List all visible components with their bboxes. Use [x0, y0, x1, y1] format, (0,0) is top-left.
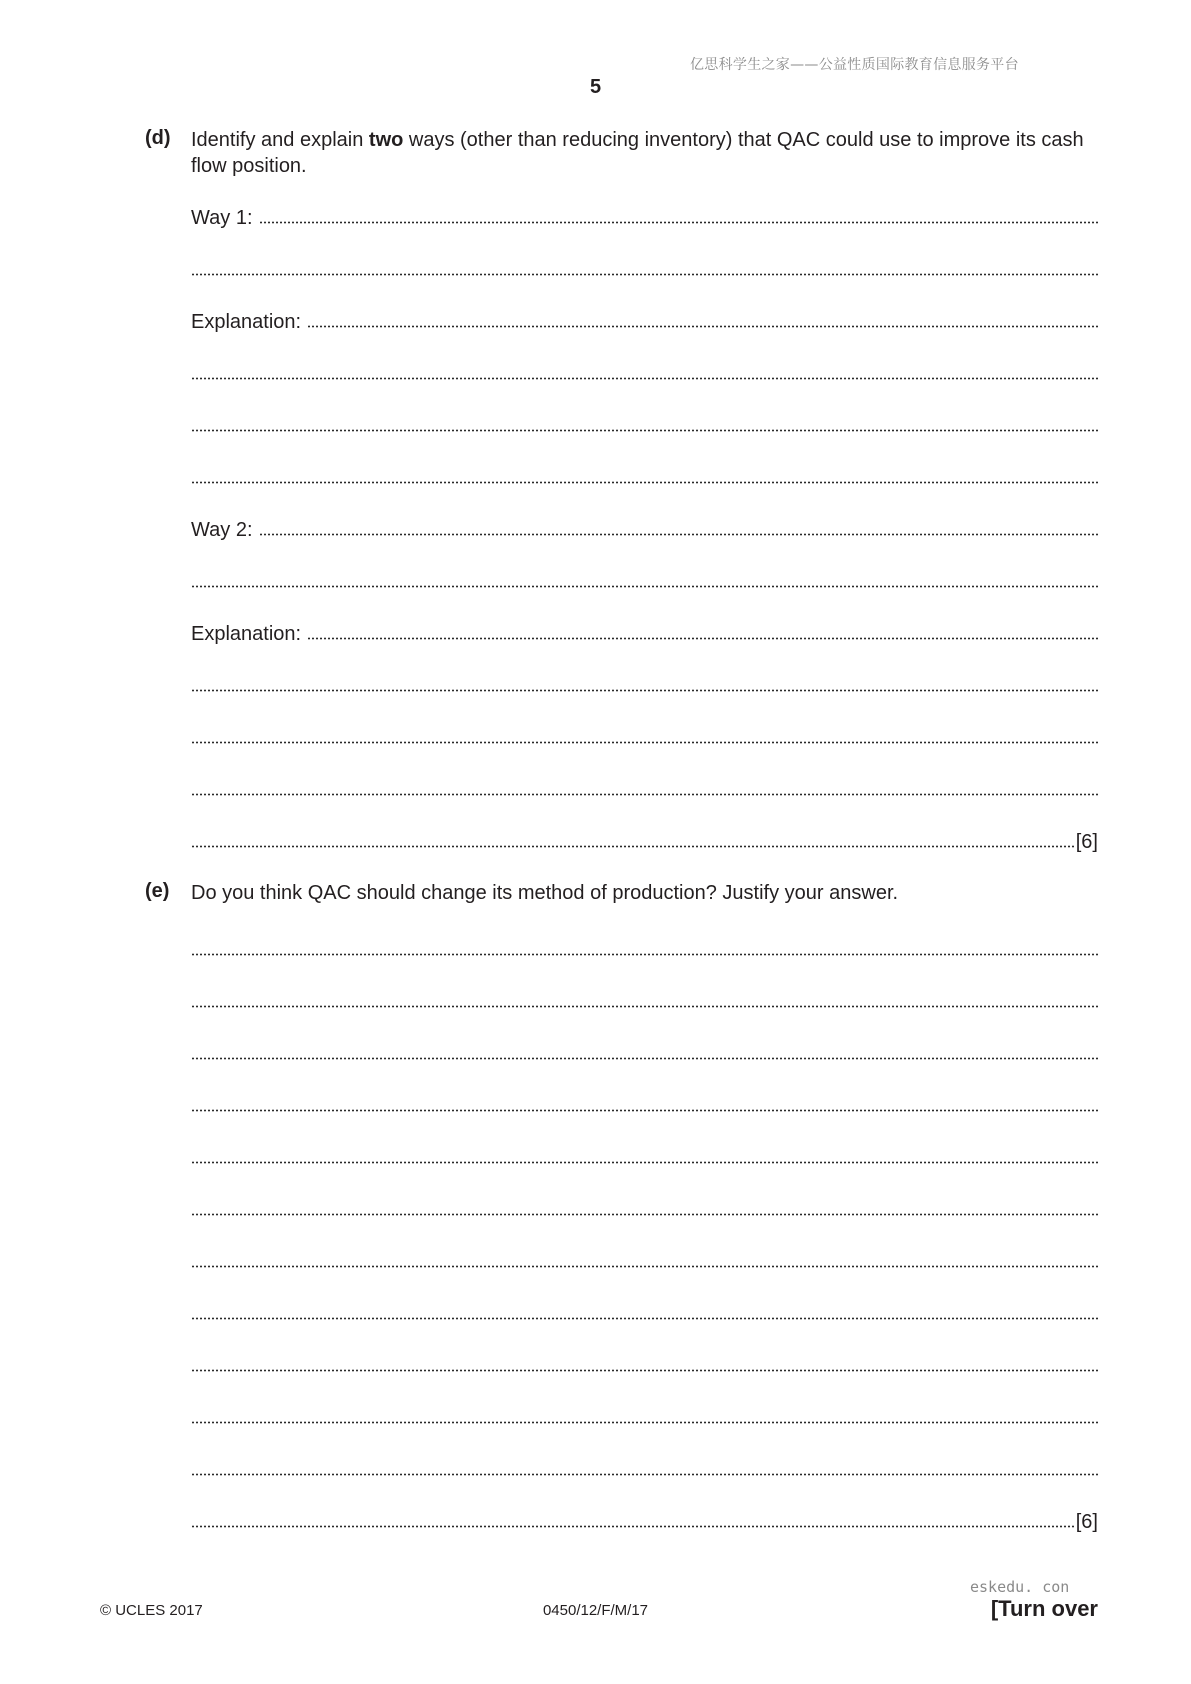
answer-line-way2[interactable]: [191, 515, 1098, 541]
answer-line-way1[interactable]: [191, 203, 1098, 229]
dotted-line: [191, 1213, 1098, 1216]
answer-line[interactable]: [191, 411, 1098, 437]
dotted-line: [191, 1005, 1098, 1008]
answer-line-final-e[interactable]: [191, 1507, 1098, 1533]
dotted-line: [191, 845, 1075, 848]
dotted-line: [191, 585, 1098, 588]
dotted-line: [191, 1161, 1098, 1164]
answer-line[interactable]: [191, 987, 1098, 1013]
dotted-line: [307, 637, 1098, 640]
dotted-line: [191, 1265, 1098, 1268]
answer-line[interactable]: [191, 1455, 1098, 1481]
answer-line[interactable]: [191, 1039, 1098, 1065]
site-watermark: eskedu. con: [970, 1578, 1070, 1596]
explanation1-label: Explanation:: [191, 311, 302, 333]
dotted-line: [191, 741, 1098, 744]
answer-line[interactable]: [191, 671, 1098, 697]
dotted-line: [191, 953, 1098, 956]
answer-line[interactable]: [191, 1403, 1098, 1429]
explanation2-label: Explanation:: [191, 623, 302, 645]
answer-line[interactable]: [191, 463, 1098, 489]
answer-line[interactable]: [191, 1091, 1098, 1117]
question-e-marks: [6]: [1075, 1511, 1098, 1533]
dotted-line: [259, 533, 1099, 536]
answer-line[interactable]: [191, 359, 1098, 385]
dotted-line: [191, 1109, 1098, 1112]
answer-line[interactable]: [191, 775, 1098, 801]
question-d-text-bold: two: [368, 129, 404, 151]
watermark-text: 亿思科学生之家——公益性质国际教育信息服务平台: [690, 57, 1019, 73]
dotted-line: [191, 1317, 1098, 1320]
question-d-text: [191, 127, 1101, 179]
question-e-label: (e): [145, 880, 170, 902]
question-d-text-part1: Identify and explain: [191, 129, 369, 151]
answer-line[interactable]: [191, 723, 1098, 749]
question-d-marks: [6]: [1075, 831, 1098, 853]
answer-line[interactable]: [191, 255, 1098, 281]
dotted-line: [191, 1473, 1098, 1476]
dotted-line: [191, 429, 1098, 432]
dotted-line: [191, 1421, 1098, 1424]
turn-over: [Turn over: [990, 1596, 1098, 1621]
copyright: © UCLES 2017: [100, 1602, 203, 1619]
dotted-line: [191, 273, 1098, 276]
dotted-line: [191, 689, 1098, 692]
answer-line-explanation1[interactable]: [191, 307, 1098, 333]
dotted-line: [307, 325, 1098, 328]
answer-line[interactable]: [191, 1299, 1098, 1325]
answer-line[interactable]: [191, 1143, 1098, 1169]
dotted-line: [191, 377, 1098, 380]
dotted-line: [191, 793, 1098, 796]
way1-label: Way 1:: [191, 207, 253, 229]
dotted-line: [191, 481, 1098, 484]
page-number: 5: [589, 76, 602, 98]
dotted-line: [259, 221, 1099, 224]
answer-line-final-d[interactable]: [191, 827, 1098, 853]
question-e-text: Do you think QAC should change its method of production? Justify your answer.: [191, 882, 899, 904]
dotted-line: [191, 1369, 1098, 1372]
question-d-text-part2: ways (other than reducing inventory) that QAC could use to improve its cash flow position.: [191, 129, 1084, 177]
question-d-label: (d): [145, 127, 171, 149]
dotted-line: [191, 1057, 1098, 1060]
answer-line[interactable]: [191, 567, 1098, 593]
answer-line[interactable]: [191, 935, 1098, 961]
paper-code: 0450/12/F/M/17: [542, 1602, 649, 1619]
answer-line[interactable]: [191, 1351, 1098, 1377]
answer-line-explanation2[interactable]: [191, 619, 1098, 645]
answer-line[interactable]: [191, 1247, 1098, 1273]
dotted-line: [191, 1525, 1075, 1528]
way2-label: Way 2:: [191, 519, 253, 541]
answer-line[interactable]: [191, 1195, 1098, 1221]
